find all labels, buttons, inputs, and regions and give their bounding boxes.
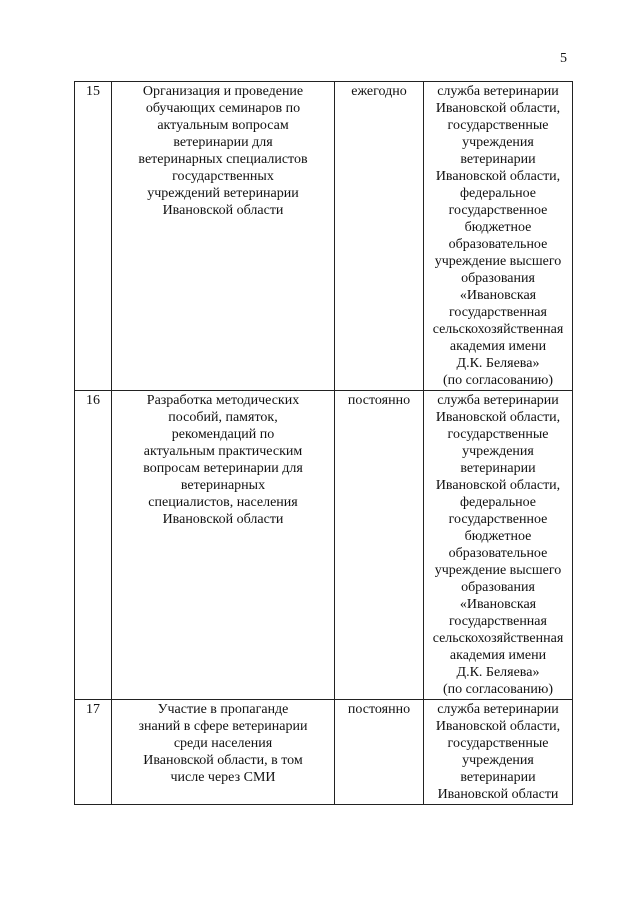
event-line: ветеринарных <box>180 478 266 493</box>
responsible-line: ветеринарии <box>460 770 536 785</box>
responsible-line: «Ивановская <box>459 288 537 303</box>
responsible-line: сельскохозяйственная <box>432 631 564 646</box>
responsible-line: служба ветеринарии <box>437 702 559 717</box>
table-body <box>75 82 573 805</box>
responsible-line: ветеринарии <box>460 152 536 167</box>
execution-term: постоянно <box>335 700 424 805</box>
responsible-line: федеральное <box>459 495 537 510</box>
event-line: знаний в сфере ветеринарии <box>138 719 308 734</box>
responsible-line: государственные <box>447 118 549 133</box>
responsible-line: Ивановской области, <box>435 101 561 116</box>
event-line: Организация и проведение <box>142 84 304 99</box>
responsible-line: Ивановской области, <box>435 169 561 184</box>
event-line: рекомендаций по <box>171 427 275 442</box>
event-line: Ивановской области <box>162 512 284 527</box>
execution-term: ежегодно <box>335 82 424 391</box>
responsible-line: образования <box>461 271 535 286</box>
responsible-line: служба ветеринарии <box>437 393 559 408</box>
event-line: государственных <box>172 169 274 184</box>
event-line: актуальным практическим <box>143 444 303 459</box>
event-line: среди населения <box>173 736 273 751</box>
responsible-line: (по согласованию) <box>442 682 554 697</box>
responsible-line: образовательное <box>448 546 548 561</box>
responsible-line: Ивановской области, <box>435 478 561 493</box>
event-description <box>112 391 335 700</box>
responsible-line: сельскохозяйственная <box>432 322 564 337</box>
responsible-line: учреждения <box>462 753 534 768</box>
event-line: актуальным вопросам <box>157 118 289 133</box>
responsible-executors <box>424 391 573 700</box>
event-line: Ивановской области <box>162 203 284 218</box>
table-row <box>75 82 573 391</box>
event-line: ветеринарных специалистов <box>138 152 308 167</box>
responsible-line: академия имени <box>449 648 547 663</box>
responsible-line: служба ветеринарии <box>437 84 559 99</box>
event-line: обучающих семинаров по <box>145 101 301 116</box>
responsible-line: государственные <box>447 427 549 442</box>
responsible-line: учреждение высшего <box>434 254 562 269</box>
event-line: Ивановской области, в том <box>143 753 303 768</box>
row-number: 16 <box>75 391 112 700</box>
responsible-line: ветеринарии <box>460 461 536 476</box>
responsible-executors <box>424 82 573 391</box>
event-line: специалистов, населения <box>148 495 298 510</box>
responsible-line: Д.К. Беляева» <box>456 356 540 371</box>
event-line: пособий, памяток, <box>168 410 278 425</box>
responsible-line: федеральное <box>459 186 537 201</box>
responsible-line: Д.К. Беляева» <box>456 665 540 680</box>
responsible-line: академия имени <box>449 339 547 354</box>
responsible-line: (по согласованию) <box>442 373 554 388</box>
row-number: 17 <box>75 700 112 805</box>
responsible-line: государственная <box>449 305 547 320</box>
responsible-line: государственная <box>449 614 547 629</box>
execution-term: постоянно <box>335 391 424 700</box>
event-line: ветеринарии для <box>173 135 273 150</box>
page-number: 5 <box>560 51 567 66</box>
responsible-line: Ивановской области, <box>435 719 561 734</box>
event-description <box>112 82 335 391</box>
table-row <box>75 391 573 700</box>
event-line: учреждений ветеринарии <box>147 186 299 201</box>
responsible-line: государственные <box>447 736 549 751</box>
responsible-line: учреждения <box>462 444 534 459</box>
responsible-line: государственное <box>448 203 548 218</box>
responsible-line: образовательное <box>448 237 548 252</box>
responsible-line: образования <box>461 580 535 595</box>
event-description <box>112 700 335 805</box>
event-line: Участие в пропаганде <box>157 702 289 717</box>
measures-table <box>74 81 573 805</box>
row-number: 15 <box>75 82 112 391</box>
responsible-line: Ивановской области, <box>435 410 561 425</box>
responsible-line: «Ивановская <box>459 597 537 612</box>
responsible-line: учреждения <box>462 135 534 150</box>
event-line: вопросам ветеринарии для <box>143 461 303 476</box>
responsible-line: бюджетное <box>464 220 532 235</box>
table-row <box>75 700 573 805</box>
responsible-executors <box>424 700 573 805</box>
event-line: числе через СМИ <box>170 770 276 785</box>
responsible-line: учреждение высшего <box>434 563 562 578</box>
responsible-line: бюджетное <box>464 529 532 544</box>
responsible-line: государственное <box>448 512 548 527</box>
event-line: Разработка методических <box>146 393 300 408</box>
responsible-line: Ивановской области <box>437 787 559 802</box>
